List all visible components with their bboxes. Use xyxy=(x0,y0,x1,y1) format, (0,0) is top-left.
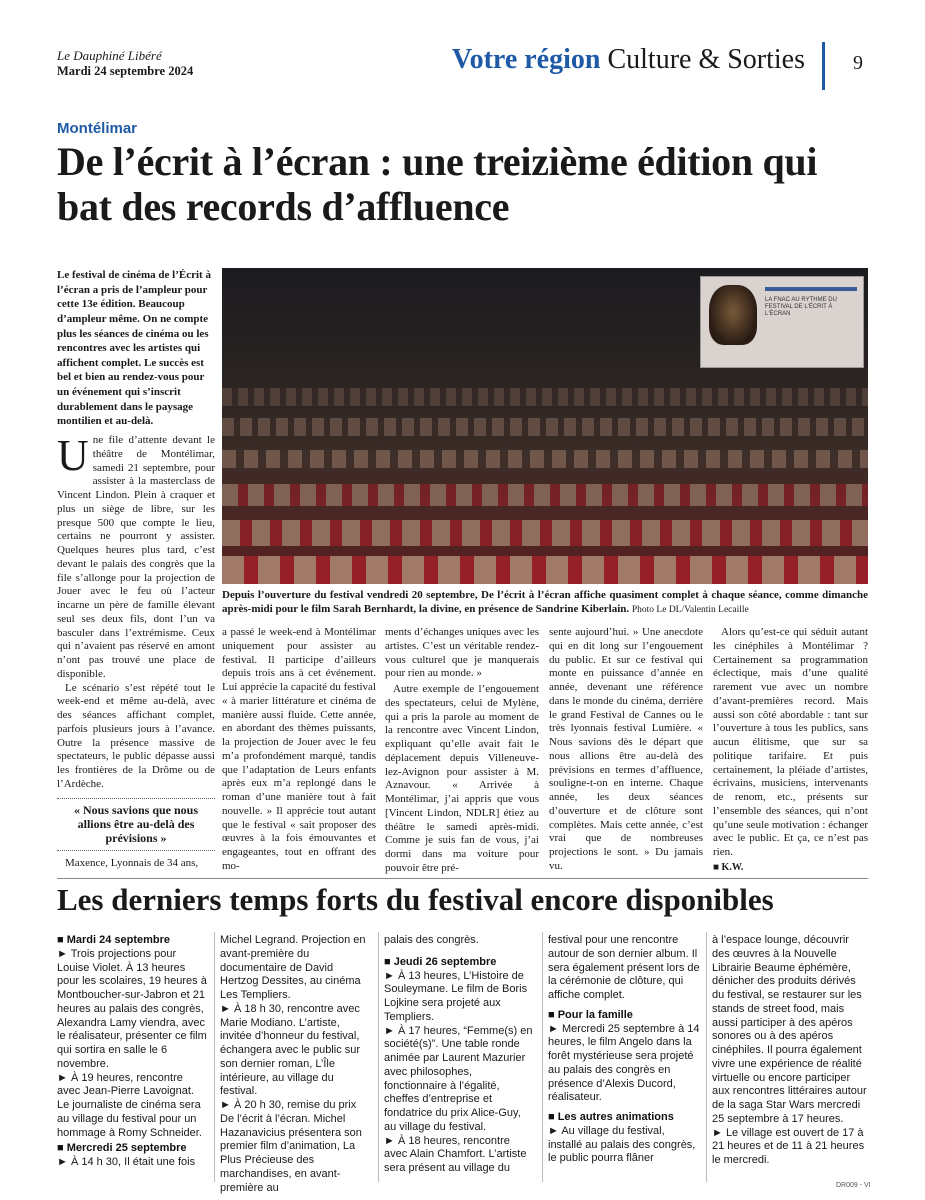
section-divider xyxy=(57,878,868,879)
article-kicker: Montélimar xyxy=(57,120,138,137)
dropcap: U xyxy=(57,431,89,480)
author-signature: ■ K.W. xyxy=(713,861,744,873)
agenda-item: ► À 14 h 30, Il était une fois xyxy=(57,1156,196,1168)
agenda-item: ► À 20 h 30, remise du prix De l’écrit à l’écran. Michel Hazanavicius présentera son premier film d’animation, La Plus Précieuse des marchandises, en avant-première au xyxy=(220,1099,362,1194)
agenda-column-3 xyxy=(384,934,536,1176)
photo-caption xyxy=(222,588,868,617)
article-column-4 xyxy=(549,626,703,874)
article-column-5 xyxy=(713,626,868,874)
agenda-column-4 xyxy=(548,934,700,1166)
agenda-day: ■ Mercredi 25 septembre xyxy=(57,1142,187,1155)
caption-text: Depuis l’ouverture du festival vendredi 20 septembre, De l’écrit à l’écran affiche quasiment complet à chaque séance, comme dimanche après-midi pour le film Sarah Bernhardt, la divine, en présence de Sandrine Kiberlain. xyxy=(222,589,868,616)
paragraph: Alors qu’est-ce qui séduit autant les cinéphiles à Montélimar ? Certainement sa programmation éclectique, mais d’une qualité rarement vue avec un nombre d’avant-premières record. Mais aussi son côté abordable : tant sur l’ouverture à tous les publics, sans aucun élitisme, que sur sa politique tarifaire. Et puis certainement, la pléiade d’artistes, écrivains, musiciens, intervenants de renom, etc., présents sur l’ensemble des séances, qui n’ont qu’une seule motivation : échanger avec le public. Et ça, ce n’est pas rien. xyxy=(713,626,868,858)
paragraph: a passé le week-end à Montélimar uniquement pour assister au festival. Il participe d’ailleurs depuis trois ans à cet événement. Lui apprécie la capacité du festival « à marier littérature et cinéma de manière aussi fluide. Cette année, en abordant des thèmes puissants, la projection de Jouer avec le feu m’a profondément marqué, tandis que l’adaptation de Leurs enfants après eux m’a replongé dans le roman d’une manière tout à fait nouvelle. » Il apprécie tout autant que le festival « sait proposer des œuvres à la fois émouvantes et engageantes, tout en offrant des mo- xyxy=(222,626,376,872)
section-category: Culture & Sorties xyxy=(607,44,805,75)
agenda-heading: ■ Pour la famille xyxy=(548,1008,633,1021)
agenda-item: ► À 17 heures, “Femme(s) en société(s)”. Une table ronde animée par Laurent Mazurier avec philosophes, fonctionnaire à l’égalité, cheffes d’entreprise et fondatrice du prix Alice-Guy, au village du festival. xyxy=(384,1024,533,1133)
paragraph: ments d’échanges uniques avec les artistes. C’est un véritable rendez-vous culturel que je manquerais pour rien au monde. » xyxy=(385,626,539,680)
agenda-item: ► Au village du festival, installé au palais des congrès, le public pourra flâner xyxy=(548,1124,696,1165)
page-number: 9 xyxy=(853,52,863,74)
column-rule xyxy=(378,932,379,1182)
pull-quote: « Nous savions que nous allions être au-delà des prévisions » xyxy=(57,798,215,851)
article-column-3 xyxy=(385,626,539,876)
paragraph: Maxence, Lyonnais de 34 ans, xyxy=(65,856,199,869)
agenda-column-2 xyxy=(220,934,372,1195)
publication-name: Le Dauphiné Libéré xyxy=(57,48,162,63)
column-rule xyxy=(214,932,215,1182)
photo-credit: Photo Le DL/Valentin Lecaille xyxy=(631,605,749,616)
section-region: Votre région xyxy=(451,44,601,75)
agenda-heading: ■ Les autres animations xyxy=(548,1111,674,1123)
article-chapeau: Le festival de cinéma de l’Écrit à l’écran a pris de l’ampleur pour cette 13e édition. Beaucoup d’ampleur même. On ne compte plus les séances de cinéma ou les rencontres avec les artistes qui affichent complet. Le succès est bel et bien au rendez-vous pour un événement qui s’inscrit durablement dans le paysage montilien et au-delà. xyxy=(57,269,211,428)
paragraph: ne file d’attente devant le théâtre de Montélimar, samedi 21 septembre, pour assister à la masterclass de Vincent Lindon. Plein à craquer et plus un siège de libre, sur les presque 500 que compte le lieu, certains ne pourront y assister. Quelques heures plus tard, c’est devant le palais des congrès que la file s’allonge pour la projection de Jouer avec le feu où l’acteur incarne un père de famille élevant seul ses deux fils, dont l’un va basculer dans l’extrémisme. Ceux qui n’avaient pas réservé en amont n’ont pas trouvé une place de disponible. xyxy=(57,434,215,680)
issue-date: Mardi 24 septembre 2024 xyxy=(57,64,194,78)
agenda-item: ► Mercredi 25 septembre à 14 heures, le film Angelo dans la forêt mystérieuse sera projeté au palais des congrès en présence d’Alexis Ducord, réalisateur. xyxy=(548,1022,700,1104)
article-column-1 xyxy=(57,431,215,870)
agenda-item: ► À 13 heures, L’Histoire de Souleymane. Le film de Boris Lojkine sera projeté aux Templiers. xyxy=(384,969,528,1023)
article-column-2 xyxy=(222,626,376,874)
agenda-item: à l’espace lounge, découvrir des œuvres à la Nouvelle Librairie Beaume éphémère, dénicher des produits dérivés du festival, se restaurer sur les stands de street food, mais aussi participer à des apéros sonores ou à des apéros cinéphiles. Il pourra également vivre une expérience de réalité virtuelle ou encore participer aux rencontres littéraires autour de la saga Star Wars mercredi 25 septembre à 17 heures. xyxy=(712,934,867,1125)
paragraph: Le scénario s’est répété tout le week-end et même au-delà, avec des séances affichant complet, parfois plusieurs jours à l’avance. Outre la présence massive de spectateurs, le public dépasse aussi les frontières de la Drôme ou de l’Ardèche. xyxy=(57,681,215,790)
screen-label: LA FNAC AU RYTHME DU FESTIVAL DE L'ÉCRIT À L'ÉCRAN xyxy=(765,297,837,318)
header-divider xyxy=(822,42,825,90)
agenda-item: ► À 18 h 30, rencontre avec Marie Modiano. L’artiste, invitée d’honneur du festival, échangera avec le public sur son dernier roman, L’Île intérieure, au village du festival. xyxy=(220,1002,361,1098)
agenda-column-1 xyxy=(57,934,209,1170)
agenda-item: ► Trois projections pour Louise Violet. À 13 heures pour les scolaires, 19 heures à Montboucher-sur-Jabron et 21 heures au palais des congrès, Alexandra Lamy viendra, avec le réalisateur, présenter ce film qui sortira en salle le 6 novembre. xyxy=(57,947,207,1070)
agenda-column-5 xyxy=(712,934,868,1168)
agenda-item: ► À 18 heures, rencontre avec Alain Chamfort. L’artiste sera présent au village du xyxy=(384,1134,527,1174)
paragraph: sente aujourd’hui. » Une anecdote qui en dit long sur l’engouement du public. Et sur ce festival qui monte en puissance d’année en année, devenant une référence dans le monde du cinéma, derrière le grand Festival de Cannes ou le très lyonnais festival Lumière. « Nous savions dès le départ que nous allions être au-delà des prévisions en termes d’affluence, souligne-t-on en interne. Chaque année, les deux séances d’ouverture et de clôture sont complètes. Mais cette année, c’est vrai que de nombreuses projections le sont. » Du jamais vu. xyxy=(549,626,703,872)
agenda-item: palais des congrès. xyxy=(384,934,479,946)
agenda-item: Michel Legrand. Projection en avant-première du documentaire de David Hertzog Dessites, au cinéma Les Templiers. xyxy=(220,934,366,1001)
section-header xyxy=(452,44,805,76)
page-code: DR009 - VI xyxy=(836,1182,871,1189)
agenda-day: ■ Mardi 24 septembre xyxy=(57,934,171,946)
agenda-item: festival pour une rencontre autour de son dernier album. Il sera également présent lors de la cérémonie de clôture, qui affiche complet. xyxy=(548,934,700,1001)
festival-audience-photo xyxy=(222,268,868,584)
agenda-day: ■ Jeudi 26 septembre xyxy=(384,955,497,968)
article-headline: De l’écrit à l’écran : une treizième édition qui bat des records d’affluence xyxy=(57,139,818,229)
column-rule xyxy=(542,932,543,1182)
agenda-title: Les derniers temps forts du festival encore disponibles xyxy=(57,882,774,917)
agenda-item: ► À 19 heures, rencontre avec Jean-Pierre Lavoignat. Le journaliste de cinéma sera au village du festival pour un hommage à Romy Schneider. xyxy=(57,1071,202,1139)
agenda-item: ► Le village est ouvert de 17 à 21 heures et de 11 à 21 heures le mercredi. xyxy=(712,1126,865,1166)
screen-portrait xyxy=(709,285,757,345)
column-rule xyxy=(706,932,707,1182)
paragraph: Autre exemple de l’engouement des spectateurs, celui de Mylène, qui a pris la parole au moment de la rencontre avec Vincent Lindon, expliquant qu’elle avait fait le déplacement depuis Villeneuve-lez-Avignon pour assister à M. Aznavour. « Arrivée à Montélimar, j’ai appris que vous [Vincent Lindon, NDLR] étiez au théâtre le samedi après-midi. Comme je suis fan de vous, j’ai dormi dans ma voiture pour pouvoir être pré- xyxy=(385,683,539,874)
screen-banner xyxy=(765,287,857,291)
cinema-screen xyxy=(700,276,864,368)
